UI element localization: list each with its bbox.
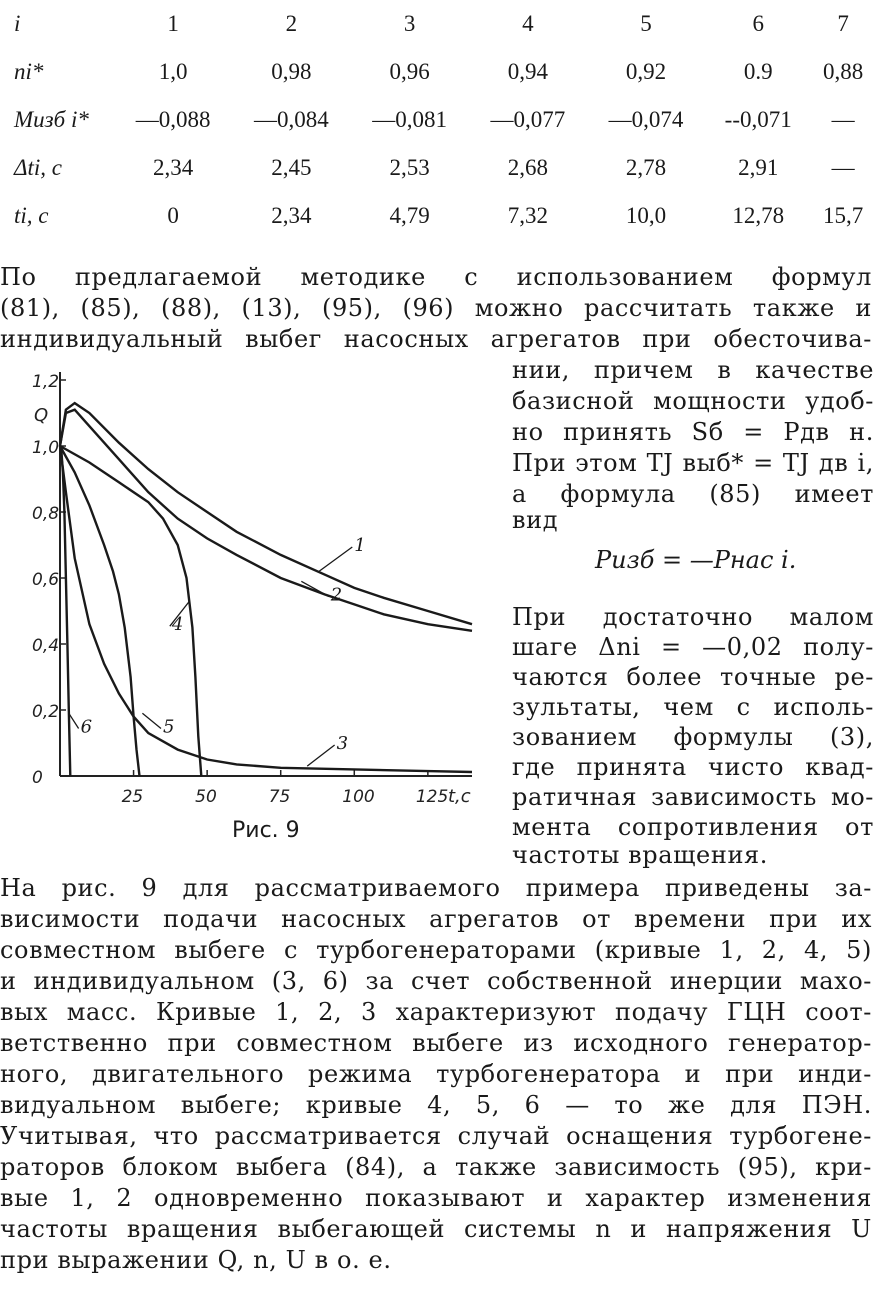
y-tick-label: 0,6 xyxy=(32,570,60,590)
y-tick-label: 1,2 xyxy=(32,372,60,392)
paragraph-line: вид xyxy=(512,506,559,534)
y-axis-label: Q xyxy=(34,405,49,426)
table-cell: — xyxy=(831,107,855,132)
table-cell: 10,0 xyxy=(625,203,667,228)
table-cell: 3 xyxy=(403,11,416,36)
figure-9 xyxy=(0,368,500,812)
paragraph-line: шаге Δni = —0,02 полу- xyxy=(512,633,874,661)
paragraph-line: совместном выбеге с турбогенераторами (кривые 1, 2, 4, 5) xyxy=(0,936,872,964)
table-row xyxy=(0,192,875,240)
x-tick-label: 125 xyxy=(415,787,449,807)
paragraph-line: (81), (85), (88), (13), (95), (96) можно рассчитать также и xyxy=(0,294,872,322)
series-4-label: 4 xyxy=(171,614,184,636)
paragraph-line: висимости подачи насосных агрегатов от времени при их xyxy=(0,905,872,933)
table-cell: 0.9 xyxy=(743,59,773,84)
table-cell: 0,88 xyxy=(823,59,864,84)
paragraph-line: ного, двигательного режима турбогенератора и при инди- xyxy=(0,1060,872,1088)
table-cell: 2,53 xyxy=(389,155,430,180)
paragraph-line: при выражении Q, n, U в о. е. xyxy=(0,1246,392,1274)
row-header: Δti, с xyxy=(14,155,62,180)
series-1-label: 1 xyxy=(354,535,366,556)
table-row xyxy=(0,48,875,96)
paragraph-line: По предлагаемой методике с использованием формул xyxy=(0,263,872,291)
table-cell: 7 xyxy=(837,11,849,36)
y-tick-label: 0,8 xyxy=(32,504,60,524)
paragraph-line: зультаты, чем с исполь- xyxy=(512,693,874,721)
chart-svg xyxy=(0,368,500,808)
series-5-label: 5 xyxy=(163,716,175,738)
row-header: i xyxy=(14,11,21,36)
paragraph-line: видуальном выбеге; кривые 4, 5, 6 — то же для ПЭН. xyxy=(0,1091,872,1119)
x-tick-label: 25 xyxy=(121,787,144,807)
paragraph-line: раторов блоком выбега (84), а также зависимость (95), кри- xyxy=(0,1153,872,1181)
table-cell: —0,084 xyxy=(253,107,329,132)
table-cell: 2,34 xyxy=(152,155,194,180)
row-header: ti, с xyxy=(14,203,49,228)
table-cell: —0,081 xyxy=(372,107,447,132)
x-tick-label: 100 xyxy=(342,787,375,807)
table-cell: 0,94 xyxy=(507,59,548,84)
series-3-leader xyxy=(307,745,334,766)
y-tick-label: 0,2 xyxy=(32,702,60,722)
formula: Pизб = —Pнас i. xyxy=(595,546,797,574)
series-2-leader xyxy=(301,581,328,596)
paragraph-line: частоты вращения выбегающей системы n и напряжения U xyxy=(0,1215,872,1243)
paragraph-line: индивидуальный выбег насосных агрегатов при обесточива- xyxy=(0,325,872,353)
table-cell: 4,79 xyxy=(389,203,430,228)
paragraph-line: чаются более точные ре- xyxy=(512,663,874,691)
paragraph-line: Учитывая, что рассматривается случай оснащения турбогене- xyxy=(0,1122,872,1150)
series-1-leader xyxy=(319,547,352,571)
y-tick-label: 1,0 xyxy=(32,438,60,458)
table-cell: 15,7 xyxy=(823,203,864,228)
table-cell: 2 xyxy=(285,11,298,36)
table-cell: 2,68 xyxy=(507,155,548,180)
paragraph-line: базисной мощности удоб- xyxy=(512,387,874,415)
paragraph-line: где принята чисто квад- xyxy=(512,753,874,781)
x-tick-label: 75 xyxy=(268,787,291,807)
y-tick-label: 0 xyxy=(32,768,43,788)
table-cell: —0,088 xyxy=(135,107,211,132)
paragraph-line: вые 1, 2 одновременно показывают и характер изменения xyxy=(0,1184,872,1212)
paragraph-line: частоты вращения. xyxy=(512,841,769,869)
table-row xyxy=(0,0,875,48)
row-header: ni* xyxy=(14,59,44,84)
table-cell: 2,78 xyxy=(625,155,667,180)
row-header: Mизб i* xyxy=(14,107,89,132)
table-cell: 0 xyxy=(167,203,179,228)
paragraph-line: и индивидуальном (3, 6) за счет собственной инерции махо- xyxy=(0,967,872,995)
series-3-label: 3 xyxy=(336,733,349,754)
paragraph-line: а формула (85) имеет xyxy=(512,480,874,508)
series-2-label: 2 xyxy=(330,584,343,606)
paragraph-line: нии, причем в качестве xyxy=(512,356,874,384)
table-cell: —0,074 xyxy=(608,107,684,132)
table-cell: 7,32 xyxy=(507,203,548,228)
table-cell: 2,45 xyxy=(271,155,312,180)
table-cell: 1 xyxy=(167,11,179,36)
table-cell: 4 xyxy=(522,11,534,36)
paragraph-line: При этом TJ выб* = TJ дв i, xyxy=(512,449,874,477)
paragraph-line: зованием формулы (3), xyxy=(512,723,874,751)
paragraph-line: мента сопротивления от xyxy=(512,813,874,841)
paragraph-line: На рис. 9 для рассматриваемого примера приведены за- xyxy=(0,874,872,902)
figure-caption: Рис. 9 xyxy=(232,818,300,843)
table-row xyxy=(0,144,875,192)
table-row xyxy=(0,96,875,144)
table-cell: 0,96 xyxy=(389,59,430,84)
table-cell: — xyxy=(831,155,855,180)
paragraph-line: но принять Sб = Pдв н. xyxy=(512,418,874,446)
table-cell: 12,78 xyxy=(732,203,785,228)
table-cell: 5 xyxy=(640,11,652,36)
series-5-leader xyxy=(142,713,161,728)
parameter-table xyxy=(0,0,875,240)
series-2-line xyxy=(60,410,472,631)
series-5-line xyxy=(60,446,140,776)
y-tick-label: 0,4 xyxy=(32,636,60,656)
table-cell: 0,92 xyxy=(625,59,667,84)
paragraph-line: вых масс. Кривые 1, 2, 3 характеризуют подачу ГЦН соот- xyxy=(0,998,872,1026)
table-cell: 2,91 xyxy=(738,155,779,180)
x-tick-label: 50 xyxy=(195,787,217,807)
table-cell: 2,34 xyxy=(271,203,312,228)
table-cell: —0,077 xyxy=(490,107,566,132)
table-cell: 1,0 xyxy=(158,59,188,84)
x-axis-label: t,c xyxy=(448,786,471,807)
series-6-label: 6 xyxy=(80,716,93,738)
paragraph-line: ратичная зависимость мо- xyxy=(512,783,874,811)
table-cell: --0,071 xyxy=(724,107,792,132)
paragraph-line: ветственно при совместном выбеге из исходного генератор- xyxy=(0,1029,872,1057)
table-cell: 6 xyxy=(752,11,764,36)
table-cell: 0,98 xyxy=(271,59,312,84)
paragraph-line: При достаточно малом xyxy=(512,603,874,631)
series-1-line xyxy=(60,403,472,624)
